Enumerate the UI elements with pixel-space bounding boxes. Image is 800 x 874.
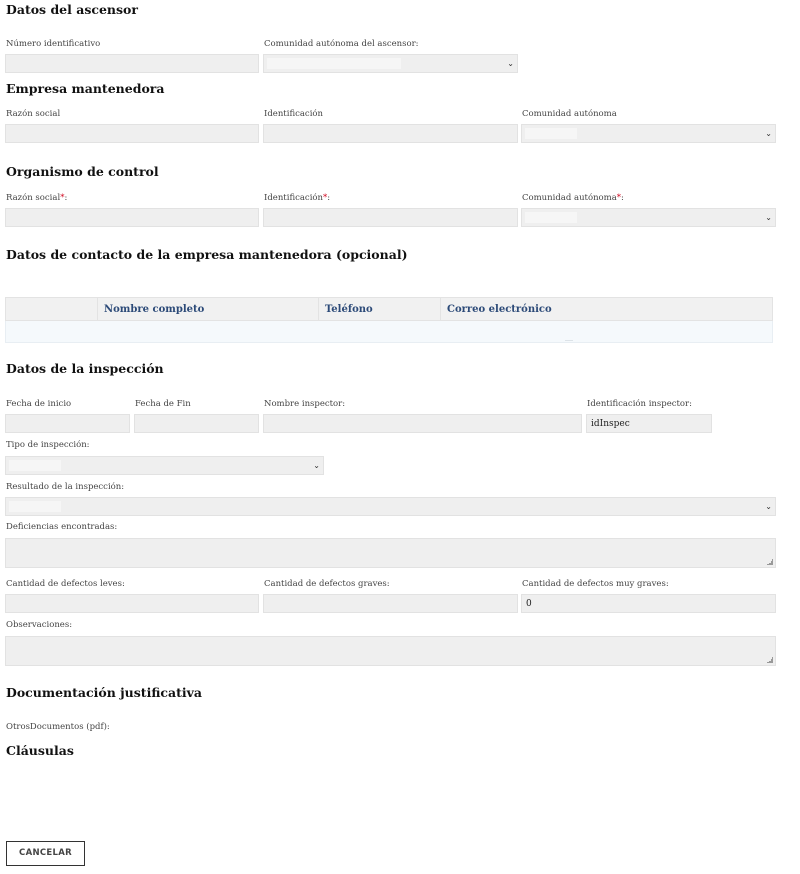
- chevron-down-icon: ⌄: [765, 128, 772, 138]
- organismo-comunidad-select[interactable]: [521, 208, 776, 227]
- empresa-comunidad-select[interactable]: [521, 124, 776, 143]
- chevron-down-icon: ⌄: [313, 460, 320, 470]
- section-title-clausulas: Cláusulas: [6, 743, 74, 758]
- numero-identificativo-label: Número identificativo: [6, 39, 101, 49]
- empresa-razon-label: Razón social: [6, 109, 61, 119]
- fecha-inicio-label: Fecha de inicio: [6, 399, 72, 409]
- row-scroll-marker: [565, 340, 573, 341]
- empresa-comunidad-label: Comunidad autónoma: [522, 109, 617, 119]
- contacto-table-header: [5, 297, 773, 321]
- defectos-muy-graves-label: Cantidad de defectos muy graves:: [522, 579, 669, 589]
- chevron-down-icon: ⌄: [765, 501, 772, 511]
- id-inspector-label: Identificación inspector:: [587, 399, 692, 409]
- otros-documentos-label: OtrosDocumentos (pdf):: [6, 722, 110, 732]
- resize-handle-icon[interactable]: [767, 657, 773, 663]
- organismo-comunidad-label: Comunidad autónoma*:: [522, 193, 624, 203]
- deficiencias-textarea[interactable]: [5, 538, 776, 568]
- column-header-telefono[interactable]: Teléfono: [318, 298, 444, 322]
- section-title-documentacion: Documentación justificativa: [6, 685, 203, 700]
- tipo-inspeccion-label: Tipo de inspección:: [6, 440, 90, 450]
- contacto-table-row[interactable]: [5, 321, 773, 343]
- column-header-select: [6, 298, 98, 322]
- defectos-graves-input[interactable]: [263, 594, 518, 613]
- defectos-leves-label: Cantidad de defectos leves:: [6, 579, 125, 589]
- empresa-razon-input[interactable]: [5, 124, 259, 143]
- resultado-inspeccion-label: Resultado de la inspección:: [6, 482, 125, 492]
- defectos-leves-input[interactable]: [5, 594, 259, 613]
- tipo-inspeccion-select[interactable]: [5, 456, 324, 475]
- section-title-organismo: Organismo de control: [6, 164, 159, 179]
- organismo-razon-label: Razón social*:: [6, 193, 68, 203]
- deficiencias-label: Deficiencias encontradas:: [6, 522, 118, 532]
- organismo-ident-input[interactable]: [263, 208, 518, 227]
- chevron-down-icon: ⌄: [765, 212, 772, 222]
- fecha-fin-label: Fecha de Fin: [135, 399, 191, 409]
- column-header-nombre[interactable]: Nombre completo: [97, 298, 323, 322]
- resize-handle-icon[interactable]: [767, 559, 773, 565]
- section-title-inspeccion: Datos de la inspección: [6, 361, 164, 376]
- chevron-down-icon: ⌄: [507, 58, 514, 68]
- defectos-graves-label: Cantidad de defectos graves:: [264, 579, 390, 589]
- empresa-ident-input[interactable]: [263, 124, 518, 143]
- nombre-inspector-label: Nombre inspector:: [264, 399, 346, 409]
- empresa-ident-label: Identificación: [264, 109, 324, 119]
- fecha-fin-input[interactable]: [134, 414, 259, 433]
- column-header-correo[interactable]: Correo electrónico: [440, 298, 773, 322]
- comunidad-ascensor-label: Comunidad autónoma del ascensor:: [264, 39, 419, 49]
- id-inspector-input[interactable]: idInspec: [586, 414, 712, 433]
- nombre-inspector-input[interactable]: [263, 414, 582, 433]
- resultado-inspeccion-select[interactable]: [5, 497, 776, 516]
- fecha-inicio-input[interactable]: [5, 414, 130, 433]
- observaciones-label: Observaciones:: [6, 620, 73, 630]
- section-title-contacto: Datos de contacto de la empresa mantenedora (opcional): [6, 247, 408, 262]
- section-title-empresa: Empresa mantenedora: [6, 81, 165, 96]
- numero-identificativo-input[interactable]: [5, 54, 259, 73]
- defectos-muy-graves-input[interactable]: 0: [521, 594, 776, 613]
- section-title-ascensor: Datos del ascensor: [6, 2, 138, 17]
- observaciones-textarea[interactable]: [5, 636, 776, 666]
- cancel-button[interactable]: CANCELAR: [6, 841, 85, 866]
- organismo-ident-label: Identificación*:: [264, 193, 331, 203]
- comunidad-ascensor-select[interactable]: [263, 54, 518, 73]
- organismo-razon-input[interactable]: [5, 208, 259, 227]
